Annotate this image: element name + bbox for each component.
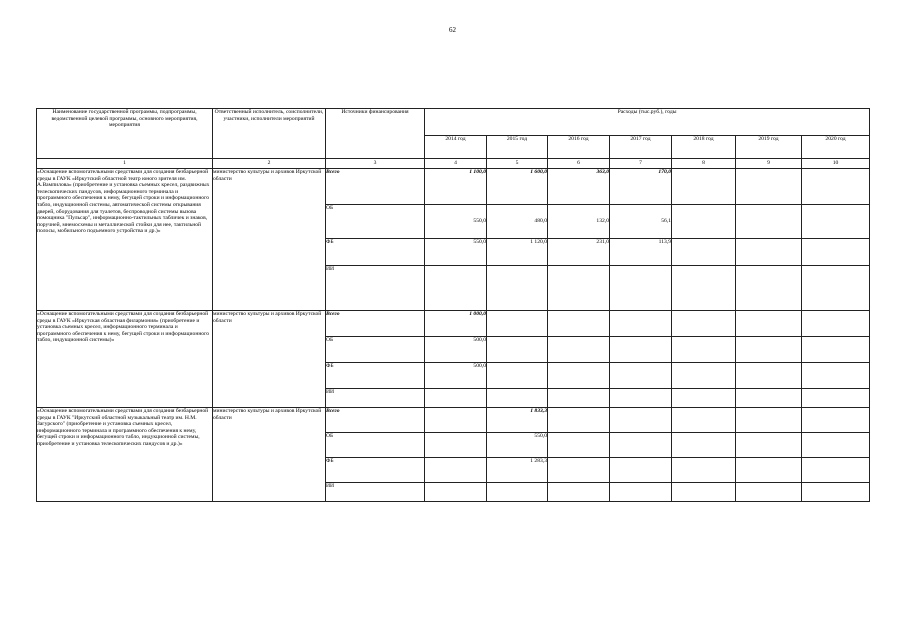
funding-source: ИИ <box>326 483 335 489</box>
column-number: 8 <box>672 159 736 169</box>
funding-row <box>37 408 870 433</box>
page-number: 62 <box>449 26 456 34</box>
funding-source: ИИ <box>326 266 335 272</box>
measure-executor: министерство культуры и архивов Иркутской области <box>213 408 326 502</box>
amount-cell <box>487 337 548 363</box>
amount-cell <box>487 389 548 408</box>
amount-cell <box>736 311 802 337</box>
budget-table <box>36 108 870 502</box>
funding-source: Всего <box>326 311 340 317</box>
amount-cell <box>736 433 802 458</box>
funding-source: Всего <box>326 408 340 414</box>
amount-cell <box>802 363 870 389</box>
amount-cell <box>672 433 736 458</box>
header-executor: Ответственный исполнитель, соисполнители, участники, исполнители мероприятий <box>213 109 326 159</box>
column-number: 5 <box>487 159 548 169</box>
amount-cell <box>802 205 870 239</box>
amount-cell <box>425 483 487 502</box>
amount-cell <box>802 311 870 337</box>
amount-cell <box>672 389 736 408</box>
amount-cell <box>672 483 736 502</box>
header-expenses: Расходы (тыс.руб.), годы <box>425 109 870 136</box>
amount-cell <box>548 433 610 458</box>
amount-cell: 550,0 <box>425 239 487 266</box>
amount-cell <box>802 483 870 502</box>
funding-source: Всего <box>326 169 340 175</box>
header-sources: Источники финансирования <box>326 109 425 159</box>
amount-cell: 1 600,0 <box>487 169 548 205</box>
column-number: 4 <box>425 159 487 169</box>
measure-description: «Оснащение вспомогательными средствами для создания безбарьерной среды в ГАУК «Иркутский областной театр юного зрителя им. А.Вампилова» (приобретение и установка съемных кресел, раздвижных телескопических пандусов, информационного терминала и программного обеспечения к нему, бегущей строки и информационного табло, индукционной системы, автоматической системы открывания дверей, оборудования для туалетов, беспроводной системы вызова помощника "Пульсар", информационно-тактильных табличек и знаков, поручней, мнемосхемы и металлической стойки для нее, тактильной полосы, мобильного подъемного устройства и др.)» <box>37 169 213 311</box>
amount-cell: 1 120,0 <box>487 239 548 266</box>
amount-cell <box>736 266 802 311</box>
measure-description: «Оснащение вспомогательными средствами для создания безбарьерной среды в ГАУК "Иркутский областной музыкальный театр им. Н.М. Загурского" (приобретение и установка съемных кресел, информационного терминала и программного обеспечения к нему, бегущей строки и информационного табло, индукционной системы, приобретение и установка телескопических пандусов и др.)» <box>37 408 213 502</box>
amount-cell <box>425 389 487 408</box>
amount-cell: 1 833,3 <box>487 408 548 433</box>
table-body <box>37 169 870 502</box>
amount-cell <box>487 483 548 502</box>
amount-cell <box>672 363 736 389</box>
amount-cell <box>802 337 870 363</box>
funding-source: ФБ <box>326 239 334 245</box>
column-number: 1 <box>37 159 213 169</box>
amount-cell <box>736 408 802 433</box>
amount-cell <box>802 239 870 266</box>
header-year: 2018 год <box>672 136 736 159</box>
amount-cell <box>802 389 870 408</box>
amount-cell <box>736 363 802 389</box>
amount-cell: 113,9 <box>610 239 672 266</box>
amount-cell <box>610 266 672 311</box>
column-number: 10 <box>802 159 870 169</box>
amount-cell <box>548 311 610 337</box>
amount-cell <box>487 311 548 337</box>
funding-row <box>37 169 870 205</box>
amount-cell: 363,0 <box>548 169 610 205</box>
amount-cell <box>802 458 870 483</box>
amount-cell <box>736 205 802 239</box>
header-year: 2019 год <box>736 136 802 159</box>
amount-cell <box>736 389 802 408</box>
funding-source: ИИ <box>326 389 335 395</box>
amount-cell: 1 100,0 <box>425 169 487 205</box>
column-number: 2 <box>213 159 326 169</box>
amount-cell <box>802 433 870 458</box>
amount-cell: 1 000,0 <box>425 311 487 337</box>
amount-cell <box>548 458 610 483</box>
amount-cell <box>610 337 672 363</box>
amount-cell <box>548 483 610 502</box>
funding-source: ФБ <box>326 458 334 464</box>
amount-cell: 170,0 <box>610 169 672 205</box>
column-number: 6 <box>548 159 610 169</box>
amount-cell <box>736 169 802 205</box>
amount-cell <box>672 239 736 266</box>
header-year: 2014 год <box>425 136 487 159</box>
header-year: 2017 год <box>610 136 672 159</box>
amount-cell <box>610 433 672 458</box>
amount-cell <box>736 239 802 266</box>
amount-cell <box>802 266 870 311</box>
funding-row <box>37 311 870 337</box>
amount-cell <box>802 169 870 205</box>
amount-cell <box>487 266 548 311</box>
amount-cell: 1 283,3 <box>487 458 548 483</box>
amount-cell <box>425 433 487 458</box>
amount-cell: 500,0 <box>425 363 487 389</box>
amount-cell <box>548 389 610 408</box>
amount-cell: 132,0 <box>548 205 610 239</box>
amount-cell <box>610 483 672 502</box>
amount-cell: 56,1 <box>610 205 672 239</box>
amount-cell <box>610 458 672 483</box>
amount-cell <box>672 169 736 205</box>
column-number: 3 <box>326 159 425 169</box>
amount-cell <box>672 266 736 311</box>
amount-cell <box>548 408 610 433</box>
measure-executor: министерство культуры и архивов Иркутской области <box>213 311 326 408</box>
measure-executor: министерство культуры и архивов Иркутской области <box>213 169 326 311</box>
funding-source: ОБ <box>326 337 334 343</box>
amount-cell <box>610 389 672 408</box>
amount-cell: 550,0 <box>487 433 548 458</box>
header-program: Наименование государственной программы, подпрограммы, ведомственной целевой программы, основного мероприятия, мероприятия <box>37 109 213 159</box>
amount-cell <box>548 363 610 389</box>
column-number: 7 <box>610 159 672 169</box>
amount-cell <box>548 266 610 311</box>
amount-cell <box>672 205 736 239</box>
amount-cell: 231,0 <box>548 239 610 266</box>
amount-cell <box>802 408 870 433</box>
amount-cell: 550,0 <box>425 205 487 239</box>
header-year: 2015 год <box>487 136 548 159</box>
amount-cell: 480,0 <box>487 205 548 239</box>
amount-cell <box>672 337 736 363</box>
column-number: 9 <box>736 159 802 169</box>
header-year: 2016 год <box>548 136 610 159</box>
amount-cell <box>672 311 736 337</box>
amount-cell <box>487 363 548 389</box>
amount-cell <box>736 337 802 363</box>
amount-cell <box>610 363 672 389</box>
amount-cell <box>425 408 487 433</box>
table-header <box>37 109 870 169</box>
amount-cell <box>672 408 736 433</box>
amount-cell <box>736 458 802 483</box>
funding-source: ФБ <box>326 363 334 369</box>
measure-description: «Оснащение вспомогательными средствами для создания безбарьерной среды в ГАУК «Иркутская областная филармония» (приобретение и установка съемных кресел, информационного терминала и программного обеспечения к нему, бегущей строки и информационного табло, индукционной системы)» <box>37 311 213 408</box>
amount-cell <box>672 458 736 483</box>
amount-cell <box>610 311 672 337</box>
funding-source: ОБ <box>326 433 334 439</box>
amount-cell <box>425 458 487 483</box>
amount-cell <box>610 408 672 433</box>
amount-cell <box>736 483 802 502</box>
funding-source: ОБ <box>326 205 334 211</box>
amount-cell: 500,0 <box>425 337 487 363</box>
amount-cell <box>548 337 610 363</box>
amount-cell <box>425 266 487 311</box>
header-year: 2020 год <box>802 136 870 159</box>
